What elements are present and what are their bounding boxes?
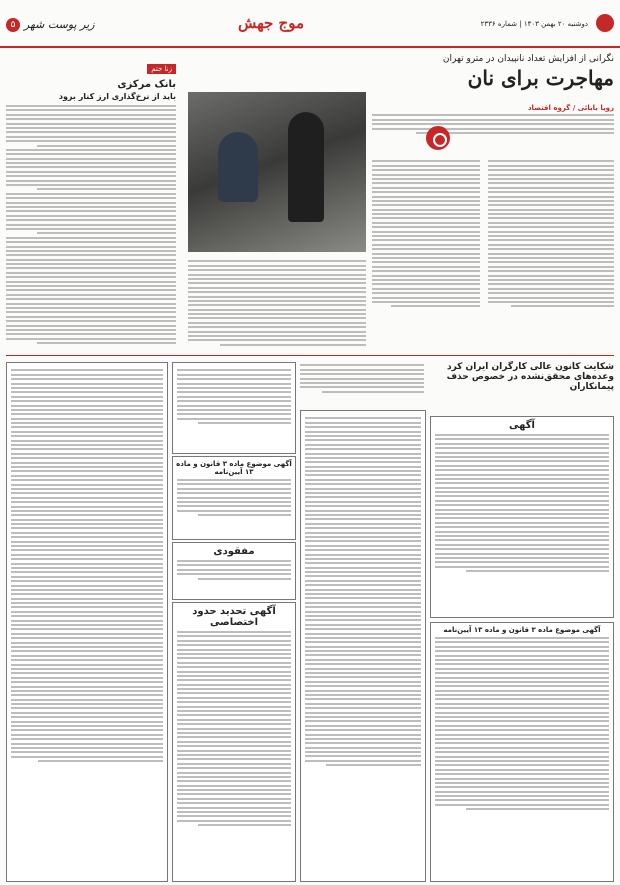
ad-2-title: آگهی موضوع ماده ۳ قانون و ماده ۱۳ آیین‌نامه [443, 626, 601, 634]
page-number: ۵ [6, 18, 20, 32]
left-column [6, 56, 176, 346]
ad-box-boundary [172, 602, 296, 882]
column-text [6, 105, 176, 344]
main-article-head [188, 54, 614, 90]
section-title: زیر پوست شهر [24, 18, 95, 31]
news-brief [300, 362, 424, 395]
ad-5-title: آگهی موضوع ماده ۳ قانون و ماده ۱۳ آیین‌نامه [176, 460, 292, 476]
masthead: موج جهش [238, 14, 304, 32]
column-title: بانک مرکزی [117, 79, 176, 90]
logo-icon [596, 14, 614, 32]
article-col-a [372, 158, 480, 310]
ad-box-3-column [300, 410, 426, 882]
article-byline: رویا بابائی / گروه اقتصاد [527, 104, 614, 112]
article-col-c [188, 258, 366, 348]
ad-box-2 [430, 622, 614, 882]
article-headline: مهاجرت برای نان [467, 66, 614, 90]
column-subtitle: باید از نرخ‌گذاری ارز کنار برود [58, 92, 176, 101]
ad-box-lost [172, 542, 296, 600]
page-header [0, 0, 620, 48]
ad-1-title: آگهی [509, 420, 535, 431]
article-lead [372, 104, 614, 136]
section-divider [6, 355, 614, 356]
ads-section-title-1: شکایت کانون عالی کارگران ایران کرد [446, 362, 614, 372]
column-tag: زنا ختم [147, 64, 176, 74]
article-photo [188, 92, 366, 252]
article-col-b [488, 158, 614, 310]
ads-section-head [430, 362, 614, 392]
ad-box-mid-2 [172, 456, 296, 540]
quote-icon [426, 126, 450, 150]
ad-4-title: آگهی تحدید حدود اختصاصی [192, 606, 276, 628]
ads-section-title-2: وعده‌های محقق‌نشده در خصوص حذف پیمانکاران [446, 372, 614, 392]
ad-3-title: مفقودی [213, 546, 255, 557]
article-kicker: نگرانی از افزایش تعداد نانپیدان در مترو تهران [442, 54, 614, 64]
ad-box-1 [430, 416, 614, 618]
ad-box-mid-1 [172, 362, 296, 454]
date-line: دوشنبه ۲۰ بهمن ۱۴۰۳ | شماره ۲۳۳۶ [480, 20, 588, 28]
ad-box-left [6, 362, 168, 882]
